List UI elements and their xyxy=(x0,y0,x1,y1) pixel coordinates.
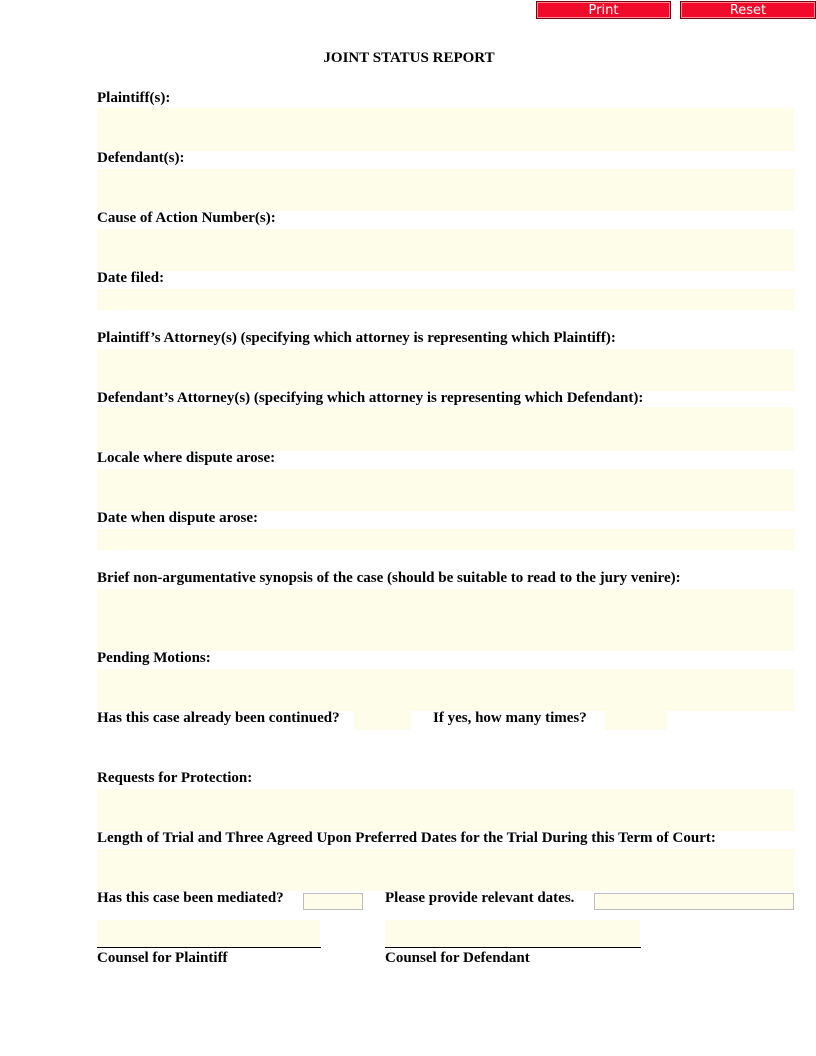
date-filed-label: Date filed: xyxy=(97,270,165,286)
plaintiffs-field[interactable] xyxy=(97,108,794,151)
defendants-label: Defendant(s): xyxy=(97,150,185,166)
pending-motions-label: Pending Motions: xyxy=(97,650,211,666)
date-filed-field[interactable] xyxy=(97,289,794,310)
dispute-date-field[interactable] xyxy=(97,529,794,550)
defendant-signature-line xyxy=(385,947,641,948)
defendants-field[interactable] xyxy=(97,169,794,211)
pending-motions-field[interactable] xyxy=(97,669,794,711)
cause-of-action-field[interactable] xyxy=(97,229,794,271)
page-title: JOINT STATUS REPORT xyxy=(323,50,495,66)
plaintiff-signature-line xyxy=(97,947,321,948)
plaintiff-attorney-field[interactable] xyxy=(97,349,794,391)
relevant-dates-label: Please provide relevant dates. xyxy=(385,890,575,906)
cause-of-action-label: Cause of Action Number(s): xyxy=(97,210,276,226)
times-label: If yes, how many times? xyxy=(433,710,587,726)
print-button[interactable]: Print xyxy=(536,1,671,19)
synopsis-label: Brief non-argumentative synopsis of the case (should be suitable to read to the jury venire): xyxy=(97,570,681,586)
defendant-attorney-field[interactable] xyxy=(97,407,794,451)
plaintiff-attorney-label: Plaintiff’s Attorney(s) (specifying which attorney is representing which Plaintiff): xyxy=(97,330,616,346)
plaintiffs-label: Plaintiff(s): xyxy=(97,90,171,106)
times-field[interactable] xyxy=(605,711,667,730)
continued-label: Has this case already been continued? xyxy=(97,710,340,726)
relevant-dates-field[interactable] xyxy=(594,893,794,910)
defendant-counsel-signature-field[interactable] xyxy=(385,920,640,947)
counsel-defendant-label: Counsel for Defendant xyxy=(385,950,530,966)
trial-label: Length of Trial and Three Agreed Upon Preferred Dates for the Trial During this Term of Court: xyxy=(97,830,716,846)
reset-button[interactable]: Reset xyxy=(680,1,816,19)
trial-field[interactable] xyxy=(97,849,794,891)
defendant-attorney-label: Defendant’s Attorney(s) (specifying which attorney is representing which Defendant): xyxy=(97,390,644,406)
counsel-plaintiff-label: Counsel for Plaintiff xyxy=(97,950,228,966)
plaintiff-counsel-signature-field[interactable] xyxy=(97,920,320,947)
synopsis-field[interactable] xyxy=(97,589,794,651)
protection-label: Requests for Protection: xyxy=(97,770,253,786)
continued-field[interactable] xyxy=(354,711,411,730)
locale-field[interactable] xyxy=(97,469,794,511)
mediated-label: Has this case been mediated? xyxy=(97,890,284,906)
protection-field[interactable] xyxy=(97,789,794,831)
dispute-date-label: Date when dispute arose: xyxy=(97,510,258,526)
locale-label: Locale where dispute arose: xyxy=(97,450,276,466)
mediated-field[interactable] xyxy=(303,893,363,910)
